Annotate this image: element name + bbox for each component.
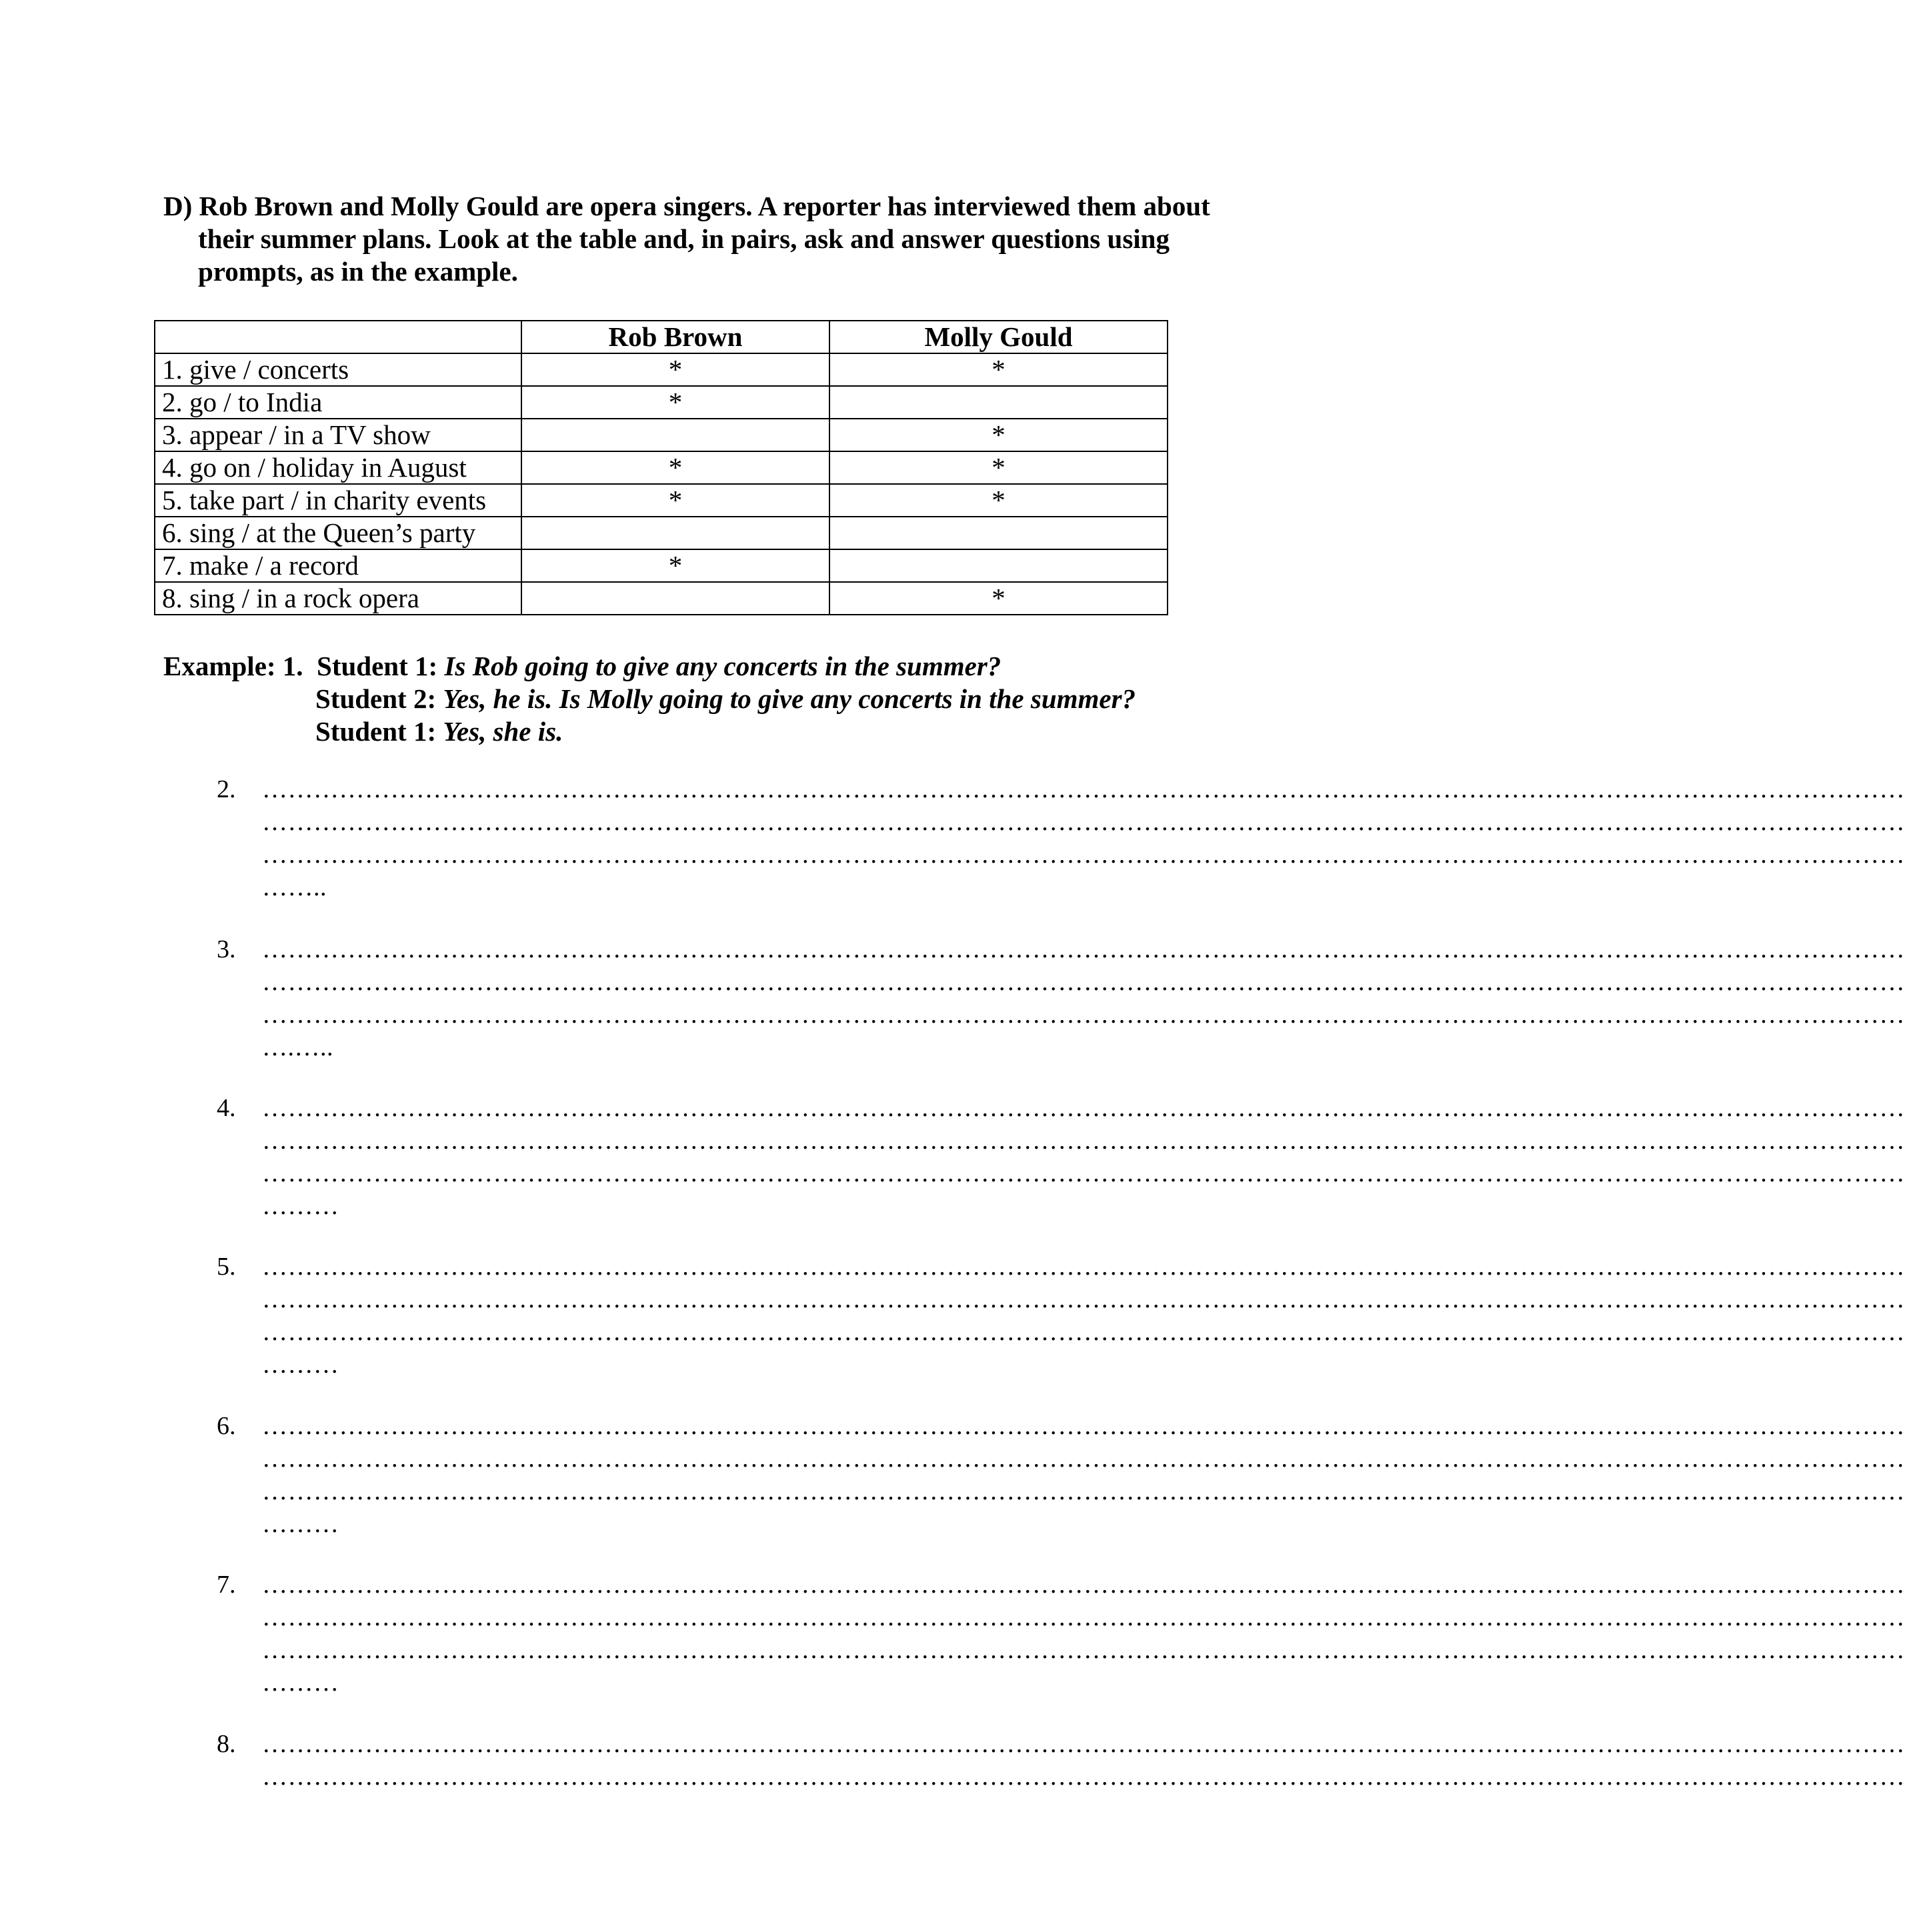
- answer-line[interactable]: …………………………………………………………………………………………………………………………………………………………………………: [262, 1253, 1905, 1281]
- answer-line[interactable]: ………: [262, 1669, 339, 1697]
- answer-line[interactable]: …………………………………………………………………………………………………………………………………………………………………………: [262, 1285, 1905, 1313]
- answer-lines[interactable]: [262, 1251, 1905, 1381]
- molly-cell: [829, 386, 1168, 419]
- answer-lines[interactable]: [262, 1728, 1905, 1793]
- molly-cell: [829, 549, 1168, 582]
- table-row: [155, 353, 1168, 386]
- molly-cell: *: [829, 419, 1168, 451]
- molly-cell: [829, 517, 1168, 549]
- answer-line[interactable]: …………………………………………………………………………………………………………………………………………………………………………: [262, 841, 1905, 869]
- answer-lines[interactable]: [262, 933, 1905, 1064]
- example-dialogue: [163, 650, 1136, 748]
- student-1-question: Is Rob going to give any concerts in the summer?: [444, 651, 1002, 681]
- prompt-cell: 2. go / to India: [155, 386, 521, 419]
- answer-line[interactable]: …………………………………………………………………………………………………………………………………………………………………………: [262, 1001, 1905, 1029]
- example-line-2: [163, 683, 1136, 715]
- answer-line[interactable]: …………………………………………………………………………………………………………………………………………………………………………: [262, 1477, 1905, 1505]
- prompt-cell: 7. make / a record: [155, 549, 521, 582]
- prompt-cell: 4. go on / holiday in August: [155, 451, 521, 484]
- rob-cell: *: [521, 353, 829, 386]
- rob-cell: [521, 582, 829, 615]
- student-2-label: Student 2:: [315, 683, 437, 714]
- prompt-cell: 6. sing / at the Queen’s party: [155, 517, 521, 549]
- rob-cell: *: [521, 484, 829, 517]
- answer-number: 5.: [217, 1253, 236, 1281]
- answer-line[interactable]: …………………………………………………………………………………………………………………………………………………………………………: [262, 1412, 1905, 1440]
- example-line-3: [163, 715, 1136, 748]
- rob-cell: *: [521, 451, 829, 484]
- rob-cell: *: [521, 386, 829, 419]
- answer-line[interactable]: …………………………………………………………………………………………………………………………………………………………………………: [262, 808, 1905, 836]
- table-row: [155, 549, 1168, 582]
- answer-number: 8.: [217, 1730, 236, 1758]
- table-row: [155, 386, 1168, 419]
- table-row: [155, 451, 1168, 484]
- answer-number: 6.: [217, 1412, 236, 1440]
- molly-cell: *: [829, 582, 1168, 615]
- instructions-line-2: their summer plans. Look at the table and, in pairs, ask and answer questions using: [198, 223, 1170, 254]
- molly-cell: *: [829, 353, 1168, 386]
- answer-line[interactable]: …………………………………………………………………………………………………………………………………………………………………………: [262, 1445, 1905, 1473]
- answer-line[interactable]: ………: [262, 1192, 339, 1220]
- instructions-line-1: D) Rob Brown and Molly Gould are opera singers. A reporter has interviewed them about: [163, 191, 1210, 221]
- header-rob-brown: Rob Brown: [521, 321, 829, 353]
- answer-lines[interactable]: [262, 1569, 1905, 1699]
- answer-line[interactable]: …………………………………………………………………………………………………………………………………………………………………………: [262, 1571, 1905, 1599]
- molly-cell: *: [829, 484, 1168, 517]
- prompt-cell: 3. appear / in a TV show: [155, 419, 521, 451]
- answer-line[interactable]: ………: [262, 1510, 339, 1538]
- answer-lines[interactable]: [262, 1410, 1905, 1541]
- answer-line[interactable]: …………………………………………………………………………………………………………………………………………………………………………: [262, 1159, 1905, 1187]
- answer-line[interactable]: …………………………………………………………………………………………………………………………………………………………………………: [262, 968, 1905, 996]
- rob-cell: [521, 517, 829, 549]
- prompt-cell: 1. give / concerts: [155, 353, 521, 386]
- student-1-answer: Yes, she is.: [443, 716, 563, 747]
- table-row: [155, 419, 1168, 451]
- student-1-label: Student 1:: [317, 651, 438, 681]
- table-row: [155, 484, 1168, 517]
- answer-number: 2.: [217, 775, 236, 803]
- answer-line[interactable]: …………………………………………………………………………………………………………………………………………………………………………: [262, 1730, 1905, 1758]
- header-molly-gould: Molly Gould: [829, 321, 1168, 353]
- answer-lines[interactable]: [262, 773, 1905, 904]
- answer-line[interactable]: …………………………………………………………………………………………………………………………………………………………………………: [262, 1127, 1905, 1155]
- answer-line[interactable]: …………………………………………………………………………………………………………………………………………………………………………: [262, 1636, 1905, 1664]
- table-row: [155, 582, 1168, 615]
- answer-number: 4.: [217, 1094, 236, 1122]
- table-row: [155, 517, 1168, 549]
- answer-line[interactable]: …………………………………………………………………………………………………………………………………………………………………………: [262, 1763, 1905, 1791]
- example-line-1: [163, 650, 1136, 683]
- exercise-instructions: [163, 190, 1244, 288]
- prompt-cell: 8. sing / in a rock opera: [155, 582, 521, 615]
- answer-line[interactable]: …………………………………………………………………………………………………………………………………………………………………………: [262, 775, 1905, 803]
- prompt-cell: 5. take part / in charity events: [155, 484, 521, 517]
- answer-number: 3.: [217, 935, 236, 963]
- rob-cell: [521, 419, 829, 451]
- student-2-answer: Yes, he is. Is Molly going to give any concerts in the summer?: [443, 683, 1136, 714]
- answer-lines[interactable]: [262, 1092, 1905, 1223]
- answer-number: 7.: [217, 1571, 236, 1599]
- answer-line[interactable]: …………………………………………………………………………………………………………………………………………………………………………: [262, 1094, 1905, 1122]
- header-prompt: [155, 321, 521, 353]
- answer-line[interactable]: …………………………………………………………………………………………………………………………………………………………………………: [262, 1603, 1905, 1631]
- example-label: Example: 1.: [163, 651, 303, 681]
- answer-line[interactable]: ………: [262, 1351, 339, 1379]
- answer-line[interactable]: …………………………………………………………………………………………………………………………………………………………………………: [262, 935, 1905, 963]
- table-header-row: [155, 321, 1168, 353]
- answer-line[interactable]: ……..: [262, 873, 327, 901]
- rob-cell: *: [521, 549, 829, 582]
- molly-cell: *: [829, 451, 1168, 484]
- summer-plans-table: [154, 320, 1168, 615]
- student-1-label-2: Student 1:: [315, 716, 437, 747]
- instructions-line-3: prompts, as in the example.: [198, 256, 518, 287]
- answer-line[interactable]: ….…..: [262, 1033, 333, 1061]
- answer-line[interactable]: …………………………………………………………………………………………………………………………………………………………………………: [262, 1318, 1905, 1346]
